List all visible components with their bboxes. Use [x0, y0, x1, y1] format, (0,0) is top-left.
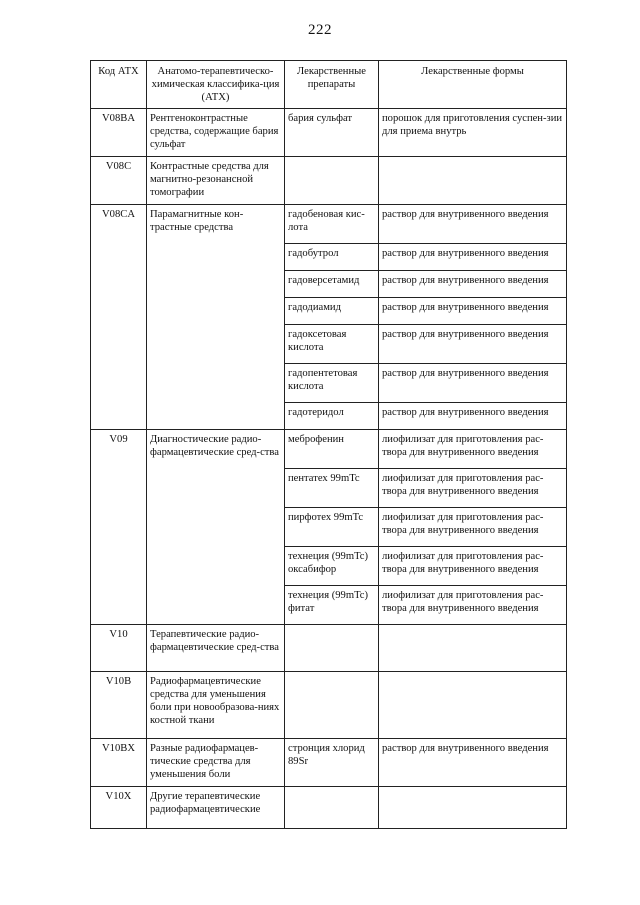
drug-name: [285, 625, 379, 672]
atc-code: V10B: [91, 672, 147, 739]
dosage-form: раствор для внутривенного введения: [379, 364, 567, 403]
drug-name: пентатех 99mTc: [285, 469, 379, 508]
drug-name: [285, 157, 379, 205]
atc-code: V10BX: [91, 739, 147, 787]
dosage-form: раствор для внутривенного введения: [379, 244, 567, 271]
dosage-form: порошок для приготовления суспен-зии для приема внутрь: [379, 109, 567, 157]
header-classification: Анатомо-терапевтическо-химическая классифика-ция (АТХ): [147, 61, 285, 109]
drug-name: гадопентетовая кислота: [285, 364, 379, 403]
atc-classification: Контрастные средства для магнитно-резонансной томографии: [147, 157, 285, 205]
table-row: [91, 430, 567, 469]
drug-name: [285, 672, 379, 739]
dosage-form: раствор для внутривенного введения: [379, 271, 567, 298]
table-row: [91, 787, 567, 829]
atc-classification: Парамагнитные кон-трастные средства: [147, 205, 285, 430]
drug-name: гадотеридол: [285, 403, 379, 430]
dosage-form: лиофилизат для приготовления рас-твора для внутривенного введения: [379, 508, 567, 547]
dosage-form: [379, 787, 567, 829]
dosage-form: лиофилизат для приготовления рас-твора для внутривенного введения: [379, 547, 567, 586]
page-number: 222: [308, 22, 332, 38]
atc-table: [90, 60, 567, 829]
dosage-form: лиофилизат для приготовления рас-твора для внутривенного введения: [379, 586, 567, 625]
drug-name: гадобеновая кис-лота: [285, 205, 379, 244]
atc-code: V08CA: [91, 205, 147, 430]
header-drugs: Лекарственные препараты: [285, 61, 379, 109]
atc-classification: Другие терапевтические радиофармацевтические: [147, 787, 285, 829]
dosage-form: раствор для внутривенного введения: [379, 205, 567, 244]
drug-name: гадоверсетамид: [285, 271, 379, 298]
drug-name: технеция (99mTc) фитат: [285, 586, 379, 625]
atc-code: V10: [91, 625, 147, 672]
table-row: [91, 205, 567, 244]
table-row: [91, 739, 567, 787]
table-header-row: [91, 61, 567, 109]
atc-code: V08C: [91, 157, 147, 205]
drug-name: технеция (99mTc) оксабифор: [285, 547, 379, 586]
atc-code: V08BA: [91, 109, 147, 157]
atc-classification: Терапевтические радио-фармацевтические сред-ства: [147, 625, 285, 672]
dosage-form: [379, 157, 567, 205]
drug-name: бария сульфат: [285, 109, 379, 157]
table-row: [91, 625, 567, 672]
header-forms: Лекарственные формы: [379, 61, 567, 109]
atc-code: V10X: [91, 787, 147, 829]
drug-name: пирфотех 99mTc: [285, 508, 379, 547]
dosage-form: лиофилизат для приготовления рас-твора для внутривенного введения: [379, 469, 567, 508]
atc-code: V09: [91, 430, 147, 625]
dosage-form: раствор для внутривенного введения: [379, 298, 567, 325]
drug-name: гадоксетовая кислота: [285, 325, 379, 364]
header-code: Код АТХ: [91, 61, 147, 109]
dosage-form: лиофилизат для приготовления рас-твора для внутривенного введения: [379, 430, 567, 469]
atc-classification: Диагностические радио-фармацевтические сред-ства: [147, 430, 285, 625]
dosage-form: [379, 672, 567, 739]
dosage-form: [379, 625, 567, 672]
atc-classification: Разные радиофармацев-тические средства для уменьшения боли: [147, 739, 285, 787]
drug-name: [285, 787, 379, 829]
dosage-form: раствор для внутривенного введения: [379, 739, 567, 787]
drug-name: гадобутрол: [285, 244, 379, 271]
dosage-form: раствор для внутривенного введения: [379, 325, 567, 364]
drug-name: меброфенин: [285, 430, 379, 469]
atc-classification: Рентгеноконтрастные средства, содержащие бария сульфат: [147, 109, 285, 157]
drug-name: гадодиамид: [285, 298, 379, 325]
drug-name: стронция хлорид 89Sr: [285, 739, 379, 787]
table-row: [91, 157, 567, 205]
table-row: [91, 672, 567, 739]
table-row: [91, 109, 567, 157]
atc-classification: Радиофармацевтические средства для уменьшения боли при новообразова-ниях костной ткани: [147, 672, 285, 739]
dosage-form: раствор для внутривенного введения: [379, 403, 567, 430]
